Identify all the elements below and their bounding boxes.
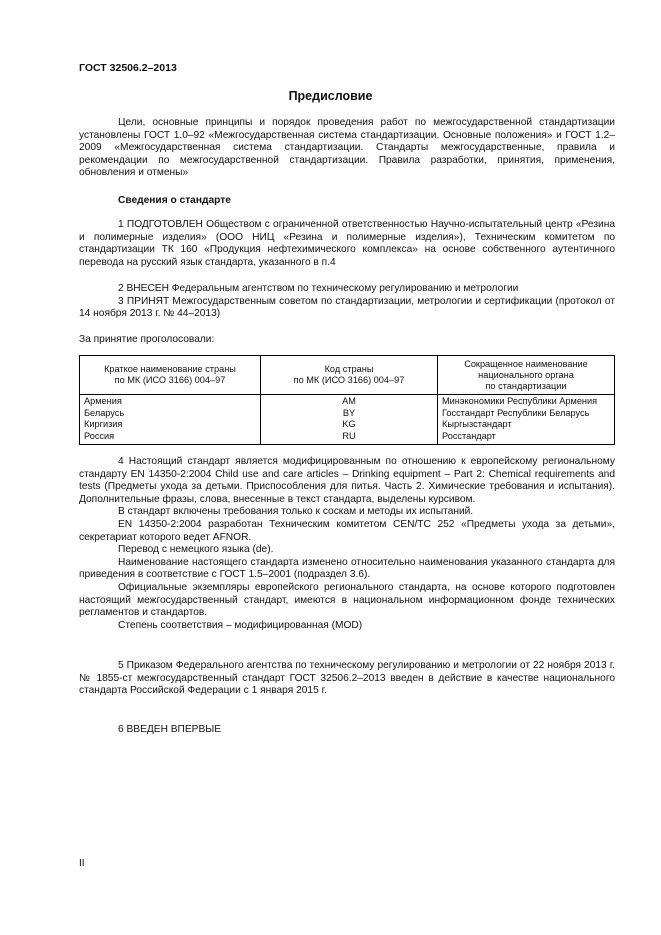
items-2-3	[79, 283, 615, 321]
item-4-conformity: Степень соответствия – модифицированная (MOD)	[118, 619, 363, 631]
item-1-text: 1 ПОДГОТОВЛЕН Обществом с ограниченной ответственностью Научно-испытательный центр «Резина и полимерные изделия» (ООО НИЦ «Резина и полимерные изделия»), Техническим комитетом по стандартизации ТК 160 «Продукция нефтехимического комплекса» на основе собственного аутентичного перевода на русский язык стандарта, указанного в п.4	[79, 219, 615, 268]
body-cell: Госстандарт Республики Беларусь	[438, 408, 615, 420]
page-number: II	[79, 858, 85, 869]
table-header-code: Код страны по МК (ИСО 3166) 004–97	[261, 356, 438, 395]
item-4-text: 4 Настоящий стандарт является модифицированным по отношению к европейскому региональному стандарту EN 14350-2:2004 Child use and care articles – Drinking equipment – Part 2: Chemical requirements and tests (Предметы ухода за детьми. Приспособления для питья. Часть 2. Химические требования и испытания). Дополнительные фразы, слова, внесенные в текст стандарта, выделены курсивом.	[79, 456, 615, 505]
item-4-scope: В стандарт включены требования только к соскам и методы их испытаний.	[118, 506, 474, 518]
body-cell: Кыргызстандарт	[438, 419, 615, 431]
table-header-country: Краткое наименование страны по МК (ИСО 3166) 004–97	[80, 356, 261, 395]
item-4-translation: Перевод с немецкого языка (de).	[118, 544, 274, 556]
table-row	[80, 408, 615, 420]
table-row	[80, 395, 615, 408]
country-cell: Армения	[80, 395, 261, 408]
item-2-text: 2 ВНЕСЕН Федеральным агентством по техническому регулированию и метрологии	[118, 283, 519, 294]
item-4-committee: EN 14350-2:2004 разработан Техническим комитетом CEN/TC 252 «Предметы ухода за детьми», секретариат которого ведет AFNOR.	[79, 518, 615, 543]
item-5-text: 5 Приказом Федерального агентства по техническому регулированию и метрологии от 22 ноября 2013 г. № 1855-ст межгосударственный стандарт ГОСТ 32506.2–2013 введен в действие в качестве национального стандарта Российской Федерации с 1 января 2015 г.	[79, 660, 615, 697]
body-cell: Минэкономики Республики Армения	[438, 395, 615, 408]
code-cell: RU	[261, 431, 438, 445]
code-cell: KG	[261, 419, 438, 431]
intro-paragraph	[79, 117, 615, 180]
country-cell: Беларусь	[80, 408, 261, 420]
code-cell: BY	[261, 408, 438, 420]
voting-table	[79, 355, 615, 445]
item-4-official-copies: Официальные экземпляры европейского регионального стандарта, на основе которого подготовлен настоящий межгосударственный стандарт, имеются в национальном информационном фонде технических регламентов и стандартов.	[79, 581, 615, 619]
intro-text: Цели, основные принципы и порядок проведения работ по межгосударственной стандартизации установлены ГОСТ 1.0–92 «Межгосударственная система стандартизации. Основные положения» и ГОСТ 1.2–2009 «Межгосударственная система стандартизации. Стандарты межгосударственные, правила и рекомендации по межгосударственной стандартизации. Правила разработки, принятия, применения, обновления и отмены»	[79, 117, 615, 179]
item-5-paragraph	[79, 660, 615, 698]
item-3-text: 3 ПРИНЯТ Межгосударственным советом по стандартизации, метрологии и сертификации (протокол от 14 ноября 2013 г. № 44–2013)	[79, 295, 615, 320]
table-row	[80, 419, 615, 431]
country-cell: Россия	[80, 431, 261, 445]
code-cell: AM	[261, 395, 438, 408]
country-cell: Киргизия	[80, 419, 261, 431]
item-4-name-change: Наименование настоящего стандарта изменено относительно наименования указанного стандарта для приведения в соответствие с ГОСТ 1.5–2001 (подраздел 3.6).	[79, 556, 615, 581]
page-title: Предисловие	[288, 89, 373, 103]
item-1-paragraph	[79, 219, 615, 269]
body-cell: Росстандарт	[438, 431, 615, 445]
section-heading: Сведения о стандарте	[118, 195, 231, 206]
table-header-body: Сокращенное наименование национального органа по стандартизации	[438, 356, 615, 395]
item-6-text: 6 ВВЕДЕН ВПЕРВЫЕ	[118, 724, 222, 735]
voted-label: За принятие проголосовали:	[79, 334, 215, 345]
item-4-section	[79, 456, 615, 632]
document-code-header: ГОСТ 32506.2–2013	[79, 62, 177, 74]
table-header-row	[80, 356, 615, 395]
table-row	[80, 431, 615, 445]
